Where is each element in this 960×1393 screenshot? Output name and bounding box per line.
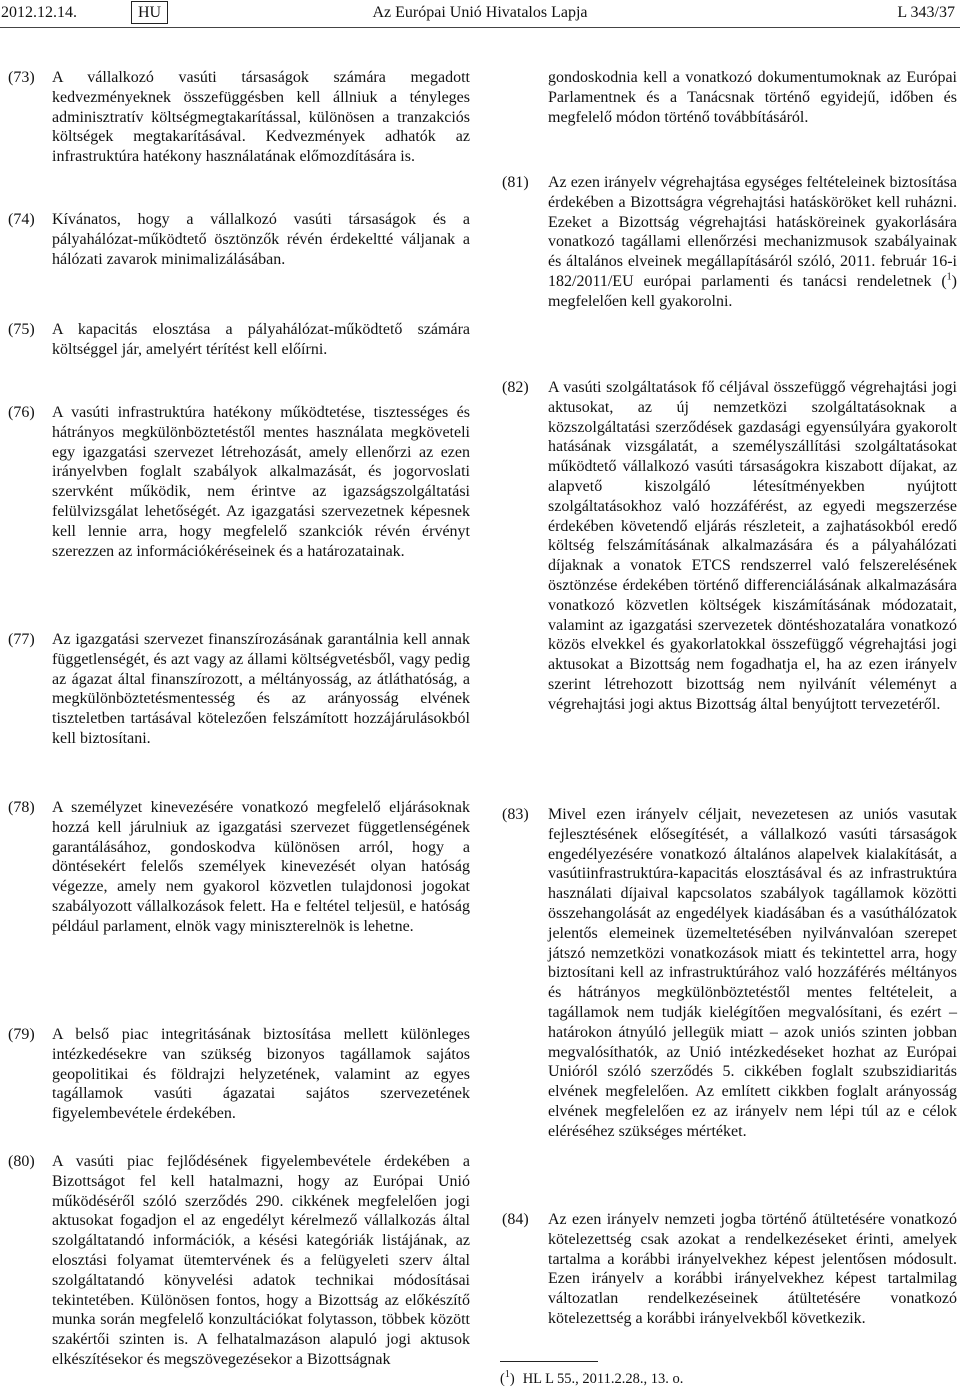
footnote-text: HL L 55., 2011.2.28., 13. o. (522, 1371, 684, 1387)
footnote-reference: 1 (946, 271, 952, 283)
recital-number: (77) (8, 631, 35, 648)
recital-number: (80) (8, 1153, 35, 1170)
recital-text-part: ) megfelelően kell gyakorolni. (548, 272, 957, 310)
recital-text-part: Az ezen irányelv végrehajtása egységes feltételeinek biztosítása érdekében a Bizottságra végrehajtási hatásköröket kell ruházni. Ezeket a Bizottság végrehajtási hatásköreinek gyakorlására vonatkozó tagállami ellenőrzési mechanizmusok szabályainak és általános elveinek megállapításáról szóló, 2011. február 16-i 182/2011/EU európai parlamenti és tanácsi rendeletnek ( (548, 174, 957, 290)
recital-text: A vasúti piac fejlődésének figyelembevétele érdekében a Bizottságot fel kell hatalmazni, hogy az Európai Unió működéséről szóló szerződés 290. cikkének megfelelően jogi aktusokat fogadjon el az engedélyt kérelmező vállalkozás által szolgáltatandó információk, a késési kategóriák listájának, az elosztási folyamat ütemtervének és a felügyeleti szerv által szolgáltatandó könyvelési adatok technikai módosításai tekintetében. Különösen fontos, hogy a Bizottság az előkészítő munka során megfelelő konzultációkat folytasson, többek között szakértői szinten is. A felhatalmazáson alapuló jogi aktusok elkészítésekor és megszövegezésekor a Bizottságnak (52, 1153, 470, 1368)
recital-text: Kívánatos, hogy a vállalkozó vasúti társaságok és a pályahálózat-működtető ösztönzők révén érdekeltté váljanak a hálózati zavarok minimalizálásában. (52, 211, 470, 268)
recital-number: (81) (502, 174, 529, 191)
recital-83 (502, 805, 957, 1142)
recital-82 (502, 378, 957, 715)
language-badge: HU (131, 1, 168, 24)
recital-text: A vállalkozó vasúti társaságok számára megadott kedvezményeknek összefüggésben kell állniuk a tényleges adminisztratív költségmegtakarítással, különösen a tranzakciós költségek megtakarításával. Kedvezmények adhatók az infrastruktúra hatékony használatának előmozdítására is. (52, 69, 470, 166)
recital-number: (73) (8, 69, 35, 86)
page-reference: L 343/37 (897, 4, 955, 21)
recital-73 (8, 68, 470, 167)
recital-number: (78) (8, 799, 35, 816)
recital-text: gondoskodnia kell a vonatkozó dokumentumoknak az Európai Parlamentnek és a Tanácsnak történő egyidejű, időben és megfelelő módon történő továbbításáról. (548, 69, 957, 126)
recital-number: (83) (502, 806, 529, 823)
recital-number: (76) (8, 404, 35, 421)
footnote-rule (500, 1361, 598, 1362)
recital-number: (74) (8, 211, 35, 228)
recital-number: (82) (502, 379, 529, 396)
publication-date: 2012.12.14. (1, 4, 77, 21)
recital-number: (84) (502, 1211, 529, 1228)
footnote-marker: 1 (504, 1369, 510, 1381)
recital-text (548, 173, 957, 312)
footnote-marker-open: ( (500, 1371, 505, 1387)
recital-84 (502, 1210, 957, 1329)
recital-text: A vasúti infrastruktúra hatékony működtetése, tisztességes és hátrányos megkülönböztetéstől mentes használata megköveteli egy igazgatási szervezet létrehozását, amely ellenőrzi az ezen irányelvben foglalt szabályok alkalmazását, és jogorvoslati szervként működik, nem érintve az igazságszolgáltatási felülvizsgálat lehetőségét. Az igazgatási szervezetnek képesnek kell lennie arra, hogy megfelelő szankciók révén érvényt szerezzen az információkéréseinek és a határozatainak. (52, 404, 470, 560)
recital-80 (8, 1152, 470, 1370)
footnote (500, 1370, 683, 1388)
recital-81 (502, 173, 957, 312)
recital-79 (8, 1025, 470, 1124)
recital-80-continuation (548, 68, 957, 127)
recital-76 (8, 403, 470, 561)
recital-78 (8, 798, 470, 937)
recital-75 (8, 320, 470, 360)
recital-text: A személyzet kinevezésére vonatkozó megfelelő eljárásoknak hozzá kell járulniuk az igazgatási szervezet függetlenségének garantálásához, gondoskodva különösen arról, hogy a döntésekért felelős személyek kinevezését olyan hatóság végezze, amely nem gyakorol közvetlen tulajdonosi jogokat szabályozott vállalkozások felett. Ha e feltétel teljesül, e hatóság például parlament, elnök vagy miniszterelnök is lehetne. (52, 799, 470, 935)
recital-text: A belső piac integritásának biztosítása mellett különleges intézkedésekre van szükség bizonyos tagállamok sajátos geopolitikai és földrajzi helyzetének, valamint az egyes tagállamok vasúti ágazatai sajátos szervezetének figyelembevétele érdekében. (52, 1026, 470, 1123)
recital-text: A vasúti szolgáltatások fő céljával összefüggő végrehajtási jogi aktusokat, az új nemzetközi szolgáltatásoknak a közszolgáltatási szerződések gazdasági egyensúlyára gyakorolt hatásának vizsgálatát, a személyszállítási szolgáltatásokat működtető vállalkozó vasúti társaságokra kiszabott díjakat, az alapvető kiszolgáló létesítményekben nyújtott szolgáltatásokhoz való hozzáférést, az egyedi megszerzése érdekében követendő eljárás részleteit, a zajhatásokból eredő költség felszámításának alkalmazására és a pályahálózati díjaknak a vonatok ETCS rendszerrel való felszerelésének ösztönzése érdekében történő differenciálásának alkalmazására vonatkozó közvetlen költségek kiszámításának módozatait, valamint az igazgatási szervezetek döntéshozatalára vonatkozó közös elvekkel és gyakorlatokkal összefüggő végrehajtási jogi aktusokat a Bizottság nem fogadhatja el, ha az ezen irányelv szerint létrehozott bizottság nem nyilvánít véleményt a végrehajtási jogi aktus Bizottság által benyújtott tervezetéről. (548, 379, 957, 713)
recital-text: A kapacitás elosztása a pályahálózat-működtető számára költséggel jár, amelyért térítést kell előírni. (52, 321, 470, 358)
recital-text: Az ezen irányelv nemzeti jogba történő átültetésére vonatkozó kötelezettség csak azokat a rendelkezéseket érinti, amelyek tartalma a korábbi irányelvekhez képest jelentősen módosult. Ezen irányelv a korábbi irányelvekhez képest tartalmilag változatlan rendelkezéseinek átültetésére vonatkozó kötelezettség a korábbi irányelvekből következik. (548, 1211, 957, 1327)
recital-number: (79) (8, 1026, 35, 1043)
recital-74 (8, 210, 470, 269)
footnote-marker-close: ) (509, 1371, 515, 1387)
header-rule (0, 27, 960, 28)
journal-title: Az Európai Unió Hivatalos Lapja (372, 4, 588, 21)
recital-text: Mivel ezen irányelv céljait, nevezetesen az uniós vasutak fejlesztésének elősegítését, a vállalkozó vasúti társaságok engedélyezésére vonatkozó általános alapelvek kialakítását, a vasútiinfrastruktúra-kapacitás elosztásával és az infrastruktúra használati díjaival kapcsolatos szabályok tagállamok közötti összehangolását az engedélyek kiadásában és a vasúthálózatok jelentős elemeinek üzemeltetésében nyilvánvalóan szerepet játszó nemzetközi vonatkozások miatt és tekintettel arra, hogy biztosítani kell az infrastruktúrához való hozzáférés méltányos és hátrányos megkülönböztetéstől mentes feltételeit, a tagállamok nem tudják kielégítően megvalósítani, és ezért – határokon átnyúló jellegük miatt – azok uniós szinten jobban megvalósíthatók, az Unió intézkedéseket hozhat az Európai Unióról szóló szerződés 5. cikkében foglalt szubszidiaritás elvének megfelelően. Az említett cikkben foglalt arányosság elvének megfelelően ez az irányelv nem lépi túl az e célok eléréséhez szükséges mértéket. (548, 806, 957, 1140)
recital-text: Az igazgatási szervezet finanszírozásának garantálnia kell annak függetlenségét, és azt vagy az állami költségvetésből, vagy pedig az ágazat által finanszírozott, a méltányosság, az átláthatóság, a megkülönböztetésmentesség és az arányosság elvének tiszteletben tartásával kötelezően felszámított hozzájárulásokból kell biztosítani. (52, 631, 470, 747)
recital-77 (8, 630, 470, 749)
recital-number: (75) (8, 321, 35, 338)
